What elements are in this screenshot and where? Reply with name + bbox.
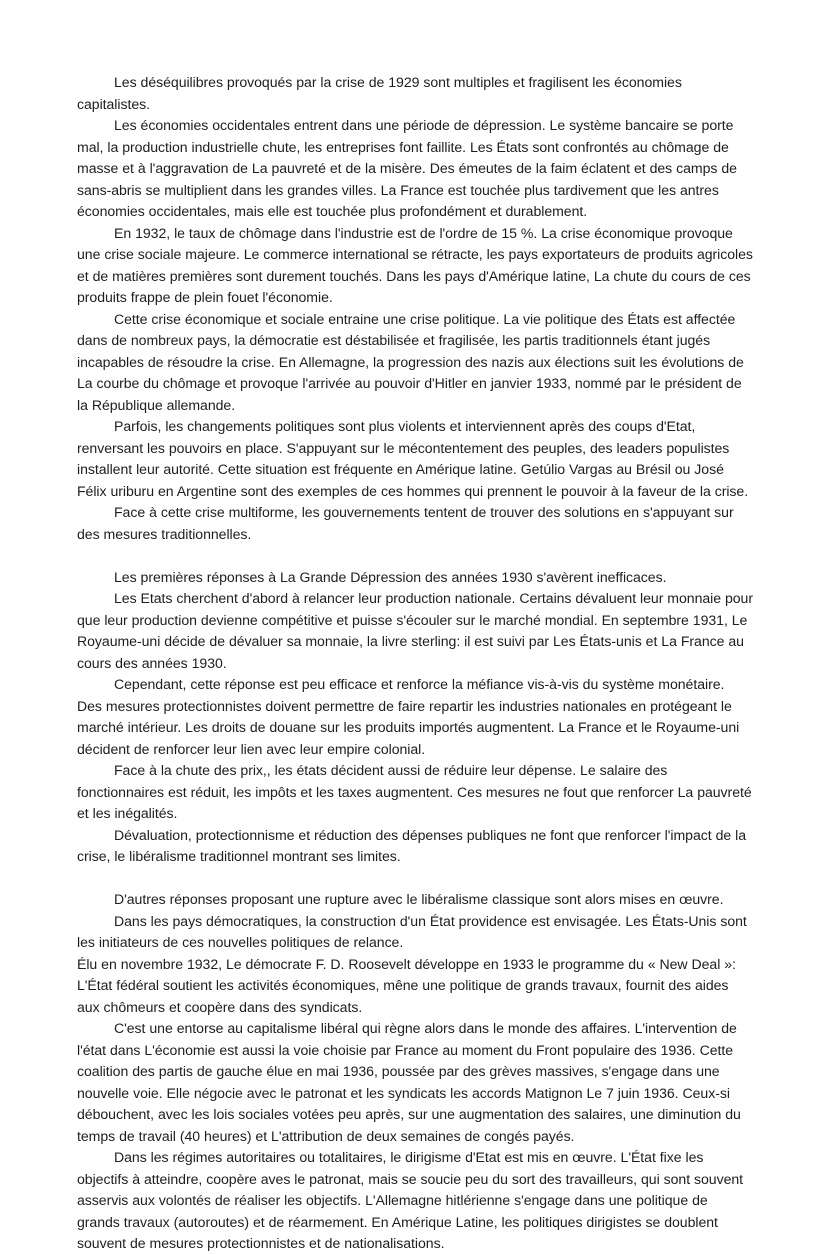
paragraph: Les Etats cherchent d'abord à relancer leur production nationale. Certains dévaluent leur monnaie pour que leur production devienne compétitive et puisse s'écouler sur le marché mondial. En septembre 1931, Le Royaume-uni décide de dévaluer sa monnaie, la livre sterling: il est suivi par Les États-unis et La France au cours des années 1930. [77,590,753,671]
paragraph: En 1932, le taux de chômage dans l'industrie est de l'ordre de 15 %. La crise économique provoque une crise sociale majeure. Le commerce international se rétracte, les pays exportateurs de produits agricoles et de matières premières sont durement touchés. Dans les pays d'Amérique latine, La chute du cours de ces produits frappe de plein fouet l'économie. [77,224,753,305]
paragraph: Cette crise économique et sociale entraine une crise politique. La vie politique des États est affectée dans de nombreux pays, la démocratie est déstabilisée et fragilisée, les partis traditionnels étant jugés incapables de résoudre la crise. En Allemagne, la progression des nazis aux élections suit les évolutions de La courbe du chômage et provoque l'arrivée au pouvoir d'Hitler en janvier 1933, nommé par le président de la République allemande. [77,310,744,413]
paragraph: D'autres réponses proposant une rupture avec le libéralisme classique sont alors mises en œuvre. [114,891,724,907]
paragraph: Les premières réponses à La Grande Dépression des années 1930 s'avèrent inefficaces. [114,568,667,585]
paragraph: Parfois, les changements politiques sont plus violents et interviennent après des coups d'Etat, renversant les pouvoirs en place. S'appuyant sur le mécontentement des peuples, des leaders populistes installent leur autorité. Cette situation est fréquente en Amérique latine. Getúlio Vargas au Brésil ou José Félix uriburu en Argentine sont des exemples de ces hommes qui prennent le pouvoir à la faveur de la crise. [77,418,749,499]
paragraph: C'est une entorse au capitalisme libéral qui règne alors dans le monde des affaires. L'intervention de l'état dans L'économie est aussi la voie choisie par France au moment du Front populaire des 1936. Cette coalition des partis de gauche élue en mai 1936, poussée par des grèves massives, s'engage dans une nouvelle voie. Elle négocie avec le patronat et les syndicats les accords Matignon Le 7 juin 1936. Ceux-si débouchent, avec les lois sociales votées peu après, sur une augmentation des salaires, une diminution du temps de travail (40 heures) et L'attribution de deux semaines de congés payés. [77,1020,741,1144]
section-3-rupture-liberalisme [77,889,753,1255]
paragraph: Face à cette crise multiforme, les gouvernements tentent de trouver des solutions en s'appuyant sur des mesures traditionnelles. [77,504,734,542]
paragraph: Face à la chute des prix,, les états décident aussi de réduire leur dépense. Le salaire des fonctionnaires est réduit, les impôts et les taxes augmentent. Ces mesures ne fout que renforcer La pauvreté et les inégalités. [77,762,752,821]
section-2-premieres-reponses [77,567,753,868]
paragraph: Élu en novembre 1932, Le démocrate F. D. Roosevelt développe en 1933 le programme du « New Deal »: L'État fédéral soutient les activités économiques, mêne une politique de grands travaux, fournit des aides aux chômeurs et coopère dans des syndicats. [77,955,736,1015]
paragraph: Les déséquilibres provoqués par la crise de 1929 sont multiples et fragilisent les économies capitalistes. [77,74,682,112]
document-text-body [77,72,753,1255]
paragraph: Dévaluation, protectionnisme et réduction des dépenses publiques ne font que renforcer l'impact de la crise, le libéralisme traditionnel montrant ses limites. [77,826,746,864]
paragraph: Les économies occidentales entrent dans une période de dépression. Le système bancaire se porte mal, la production industrielle chute, les entreprises font faillite. Les États sont confrontés au chômage de masse et à l'aggravation de La pauvreté et de la misère. Des émeutes de la faim éclatent et des camps de sans-abris se multiplient dans les grandes villes. La France est touchée plus tardivement que les antres économies occidentales, mais elle est touchée plus profondément et durablement. [77,117,737,219]
paragraph: Cependant, cette réponse est peu efficace et renforce la méfiance vis-à-vis du système monétaire. Des mesures protectionnistes doivent permettre de faire repartir les industries nationales en protégeant le marché intérieur. Les droits de douane sur les produits importés augmentent. La France et le Royaume-uni décident de renforcer leur lien avec leur empire colonial. [77,676,740,757]
paragraph: Dans les régimes autoritaires ou totalitaires, le dirigisme d'Etat est mis en œuvre. L'État fixe les objectifs à atteindre, coopère aves le patronat, mais se soucie peu du sort des travailleurs, qui sont souvent asservis aux volontés de réaliser les objectifs. L'Allemagne hitlérienne s'engage dans une politique de grands travaux (autoroutes) et de réarmement. En Amérique Latine, les politiques dirigistes se doublent souvent de mesures protectionnistes et de nationalisations. [77,1149,744,1251]
section-1-consequences-crise [77,72,753,545]
paragraph: Dans les pays démocratiques, la construction d'un État providence est envisagée. Les États-Unis sont les initiateurs de ces nouvelles politiques de relance. [77,912,747,950]
